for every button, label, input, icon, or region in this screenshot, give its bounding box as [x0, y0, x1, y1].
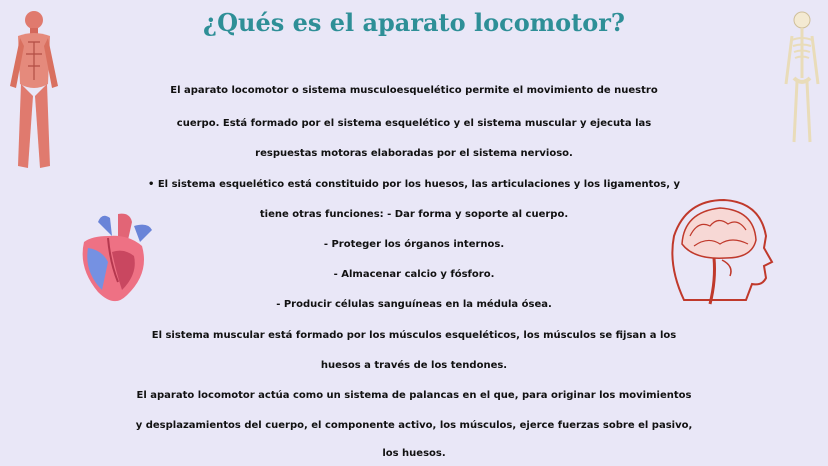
paragraph-line: • El sistema esquelético está constituido por los huesos, las articulaciones y los ligamentos, y [147, 179, 681, 190]
page-title: ¿Qués es el aparato locomotor? [203, 8, 625, 37]
heart-icon [68, 212, 160, 308]
paragraph-line: tiene otras funciones: - Dar forma y soporte al cuerpo. [259, 209, 569, 220]
paragraph-line: los huesos. [382, 448, 446, 459]
paragraph-line: El sistema muscular está formado por los músculos esqueléticos, los músculos se fijsan a los [151, 330, 677, 341]
list-item: - Almacenar calcio y fósforo. [333, 269, 495, 280]
paragraph-line: cuerpo. Está formado por el sistema esquelético y el sistema muscular y ejecuta las [176, 118, 652, 129]
list-item: - Proteger los órganos internos. [323, 239, 505, 250]
paragraph-line: El aparato locomotor o sistema musculoesquelético permite el movimiento de nuestro [170, 85, 658, 96]
paragraph-line: huesos a través de los tendones. [320, 360, 508, 371]
paragraph-line: y desplazamientos del cuerpo, el componente activo, los músculos, ejerce fuerzas sobre el pasivo, [135, 420, 693, 431]
paragraph-line: respuestas motoras elaboradas por el sistema nervioso. [255, 148, 573, 159]
list-item: - Producir células sanguíneas en la médula ósea. [276, 299, 552, 310]
paragraph-line: El aparato locomotor actúa como un sistema de palancas en el que, para originar los movimientos [136, 390, 692, 401]
